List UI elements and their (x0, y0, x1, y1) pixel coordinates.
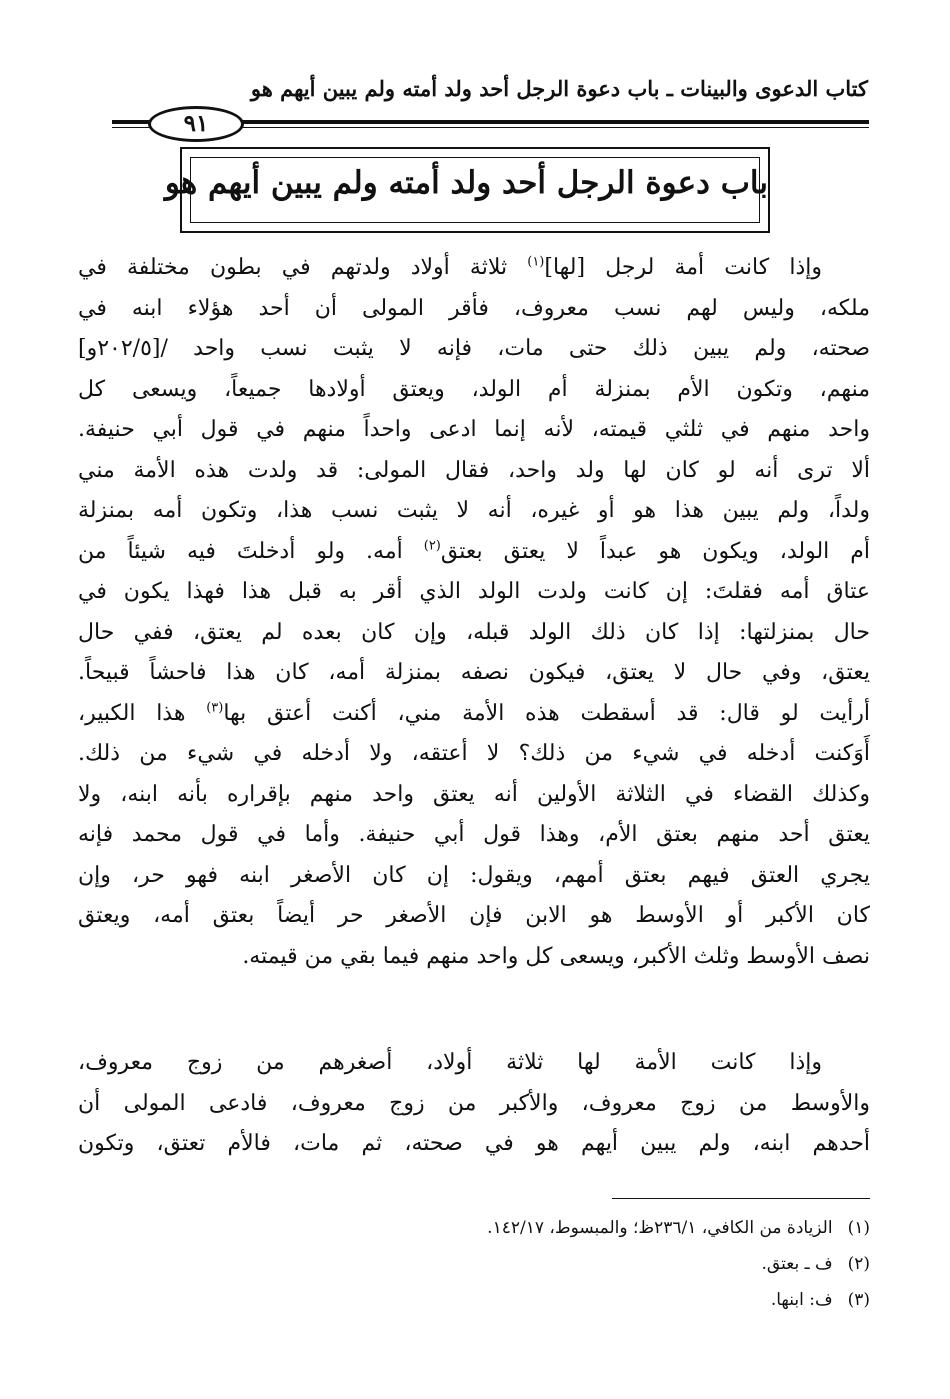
footnote-ref-2[interactable]: (٢) (423, 538, 441, 554)
text-line-start: أم الولد، ويكون هو عبداً لا يعتق بعتق (440, 538, 870, 564)
footnote-number: (٣) (847, 1290, 870, 1310)
footnote-ref-1[interactable]: (١) (527, 254, 545, 270)
body-paragraph-2 (78, 1043, 870, 1173)
footnote-1 (78, 1215, 870, 1241)
footnote-2 (78, 1251, 870, 1277)
text-line: عتاق أمه فقلتَ: إن كانت ولدت الولد الذي أقر به قبل هذا فهذا يكون في (78, 579, 870, 604)
text-line-rest: ثلاثة أولاد ولدتهم في بطون مختلفة في (78, 255, 528, 280)
text-line: نصف الأوسط وثلث الأكبر، ويسعى كل واحد منهم فيما بقي من قيمته. (242, 943, 870, 969)
text-line: أحدهم ابنه، ولم يبين أيهم هو في صحته، ثم مات، فالأم تعتق، وتكون (78, 1131, 870, 1156)
chapter-title: باب دعوة الرجل أحد ولد أمته ولم يبين أيهم هو (164, 165, 768, 201)
text-line: يعتق أحد منهم بعتق الأم، وهذا قول أبي حنيفة. وأما في قول محمد فإنه (78, 822, 870, 847)
text-line: صحته، ولم يبين ذلك حتى مات، فإنه لا يثبت نسب واحد /[٢٠٢/٥و] (78, 336, 870, 361)
footnote-3 (78, 1287, 870, 1313)
text-line: أَوَكنت أدخله في شيء من ذلك؟ لا أعتقه، ولا أدخله في شيء من ذلك. (78, 741, 870, 766)
text-line: منهم، وتكون الأم بمنزلة أم الولد، ويعتق أولادها جميعاً، ويسعى كل (78, 376, 870, 402)
text-line (78, 248, 870, 289)
footnote-text: الزيادة من الكافي، ٢٣٦/١ظ؛ والمبسوط، ١٤٢/١٧. (487, 1218, 833, 1238)
body-paragraph-1 (78, 248, 870, 1008)
page-number: ٩١ (148, 106, 244, 142)
text-line: ألا ترى أنه لو كان لها ولد واحد، فقال المولى: قد ولدت هذه الأمة مني (78, 457, 870, 483)
text-line-start: أرأيت لو قال: قد أسقطت هذه الأمة مني، أكنت أعتق بها (223, 700, 870, 726)
chapter-title-frame (164, 147, 770, 233)
text-line: ولداً، ولم يبين هذا هو أو غيره، أنه لا يثبت نسب هذا، وتكون أمه بمنزلة (78, 498, 870, 523)
running-header: كتاب الدعوى والبينات ـ باب دعوة الرجل أحد ولد أمته ولم يبين أيهم هو (250, 76, 868, 101)
text-line: يجري العتق فيهم بعتق أمهم، ويقول: إن كان الأصغر ابنه فهو حر، وإن (78, 862, 870, 888)
footnote-ref-3[interactable]: (٣) (206, 700, 224, 716)
text-line: وكذلك القضاء في الثلاثة الأولين أنه يعتق واحد منهم بإقراره بأنه ابنه، ولا (78, 781, 870, 807)
footnote-number: (٢) (847, 1254, 870, 1274)
text-line-rest: هذا الكبير، (77, 700, 207, 726)
text-line: يعتق، وفي حال لا يعتق، فيكون نصفه بمنزلة أمه، كان هذا فاحشاً قبيحاً. (78, 660, 870, 685)
text-line (78, 532, 870, 573)
text-line: كان الأكبر أو الأوسط هو الابن فإن الأصغر حر أيضاً بعتق أمه، ويعتق (78, 903, 870, 928)
text-line: ملكه، وليس لهم نسب معروف، فأقر المولى أن أحد هؤلاء ابنه في (78, 295, 870, 321)
footnote-number: (١) (847, 1218, 870, 1238)
footnote-text: ف ـ بعتق. (761, 1254, 833, 1274)
text-line: والأوسط من زوج معروف، والأكبر من زوج معروف، فادعى المولى أن (78, 1090, 870, 1116)
footnote-text: ف: ابنها. (770, 1290, 833, 1310)
text-line-start: وإذا كانت أمة لرجل [لها] (544, 255, 822, 280)
text-line-rest: أمه. ولو أدخلتَ فيه شيئاً من (78, 538, 424, 564)
text-line (78, 694, 870, 735)
text-line: حال بمنزلتها: إذا كان ذلك الولد قبله، وإن كان بعده لم يعتق، ففي حال (78, 619, 870, 645)
text-line: وإذا كانت الأمة لها ثلاثة أولاد، أصغرهم من زوج معروف، (78, 1050, 822, 1075)
text-line: واحد منهم في ثلثي قيمته، لأنه إنما ادعى واحداً منهم في قول أبي حنيفة. (78, 417, 870, 442)
footnote-separator (612, 1198, 870, 1199)
